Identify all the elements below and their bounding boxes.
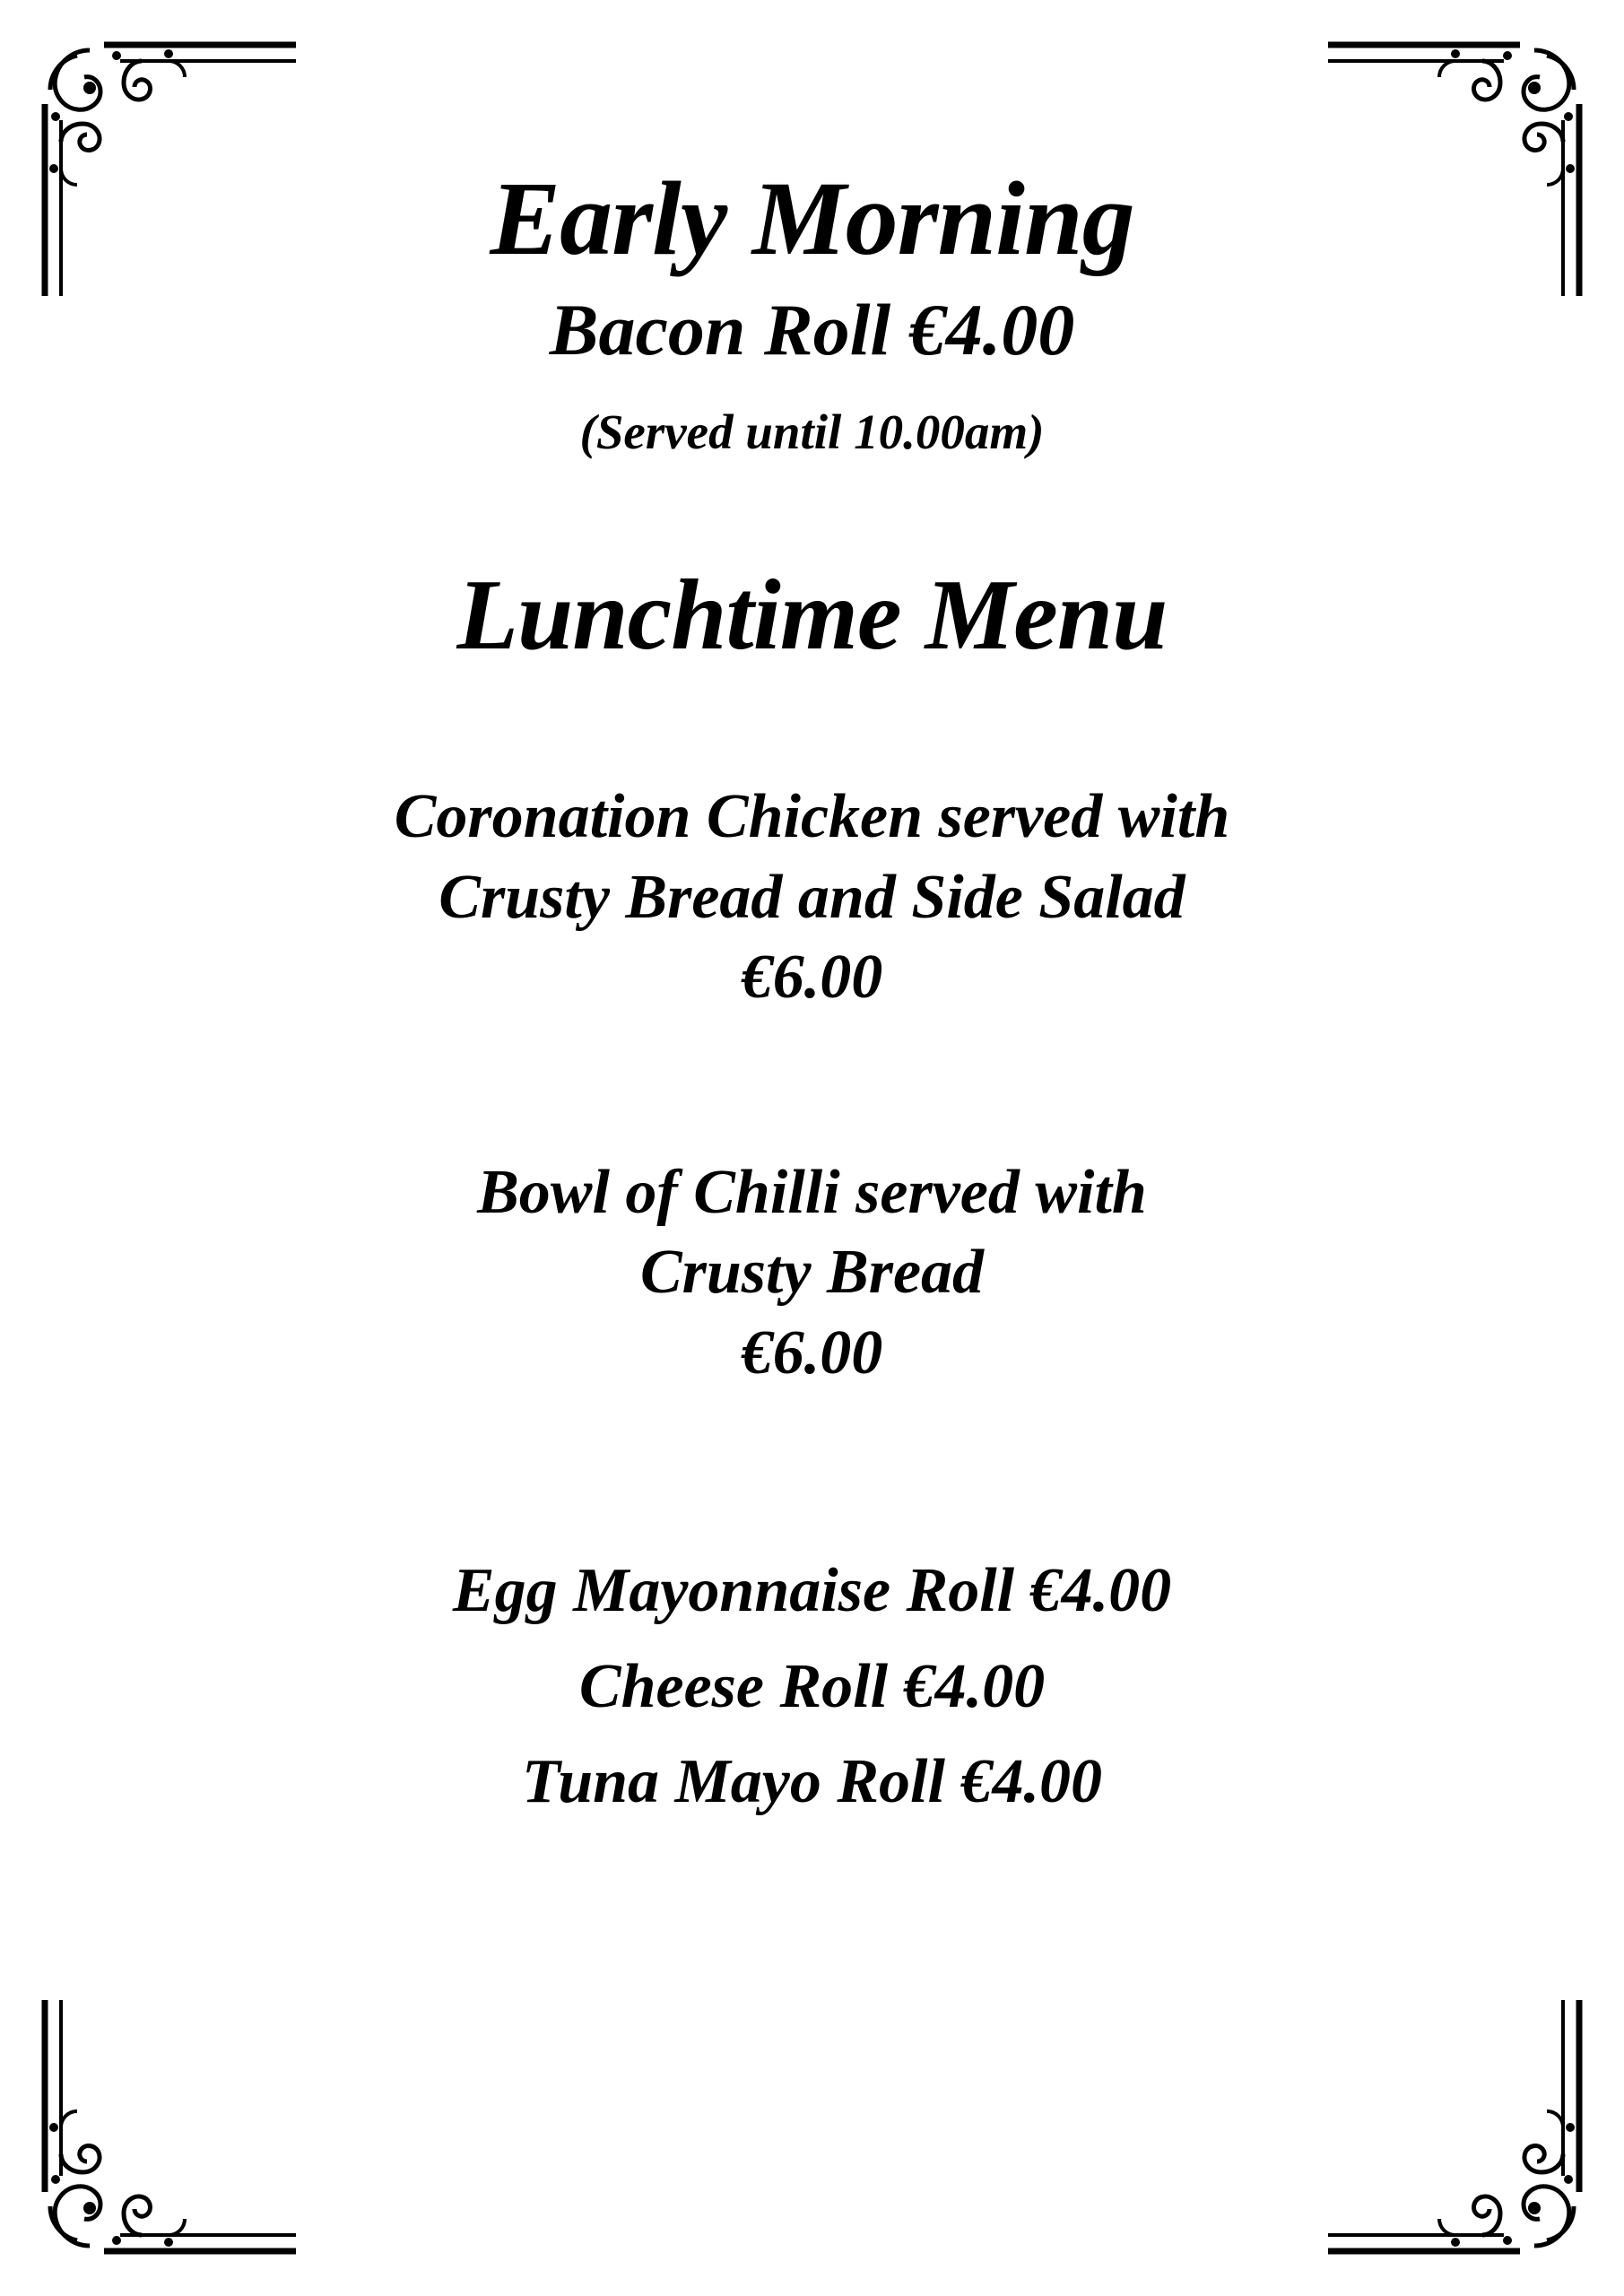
lunchtime-menu-title: Lunchtime Menu — [456, 559, 1168, 671]
served-until-note: (Served until 10.00am) — [579, 404, 1045, 459]
menu-item-price: €6.00 — [741, 943, 883, 1013]
menu-item-line-2: Crusty Bread and Side Salad — [439, 862, 1185, 932]
early-morning-title: Early Morning — [490, 160, 1134, 277]
corner-flourish-icon-bottom-left — [34, 1993, 303, 2262]
menu-item-bowl-of-chilli — [152, 1152, 1472, 1394]
menu-item-coronation-chicken — [152, 777, 1472, 1018]
menu-item-line-1: Bowl of Chilli served with — [477, 1157, 1147, 1227]
bacon-roll-item: Bacon Roll €4.00 — [549, 289, 1075, 371]
list-item: Egg Mayonnaise Roll €4.00 — [452, 1556, 1172, 1626]
menu-item-line-1: Coronation Chicken served with — [394, 781, 1230, 851]
list-item: Cheese Roll €4.00 — [578, 1651, 1046, 1721]
menu-item-line-2: Crusty Bread — [639, 1238, 985, 1308]
menu-content — [0, 161, 1624, 1831]
corner-flourish-icon-bottom-right — [1321, 1993, 1590, 2262]
menu-item-price: €6.00 — [741, 1318, 883, 1387]
list-item: Tuna Mayo Roll €4.00 — [522, 1747, 1102, 1817]
rolls-list — [152, 1544, 1472, 1830]
